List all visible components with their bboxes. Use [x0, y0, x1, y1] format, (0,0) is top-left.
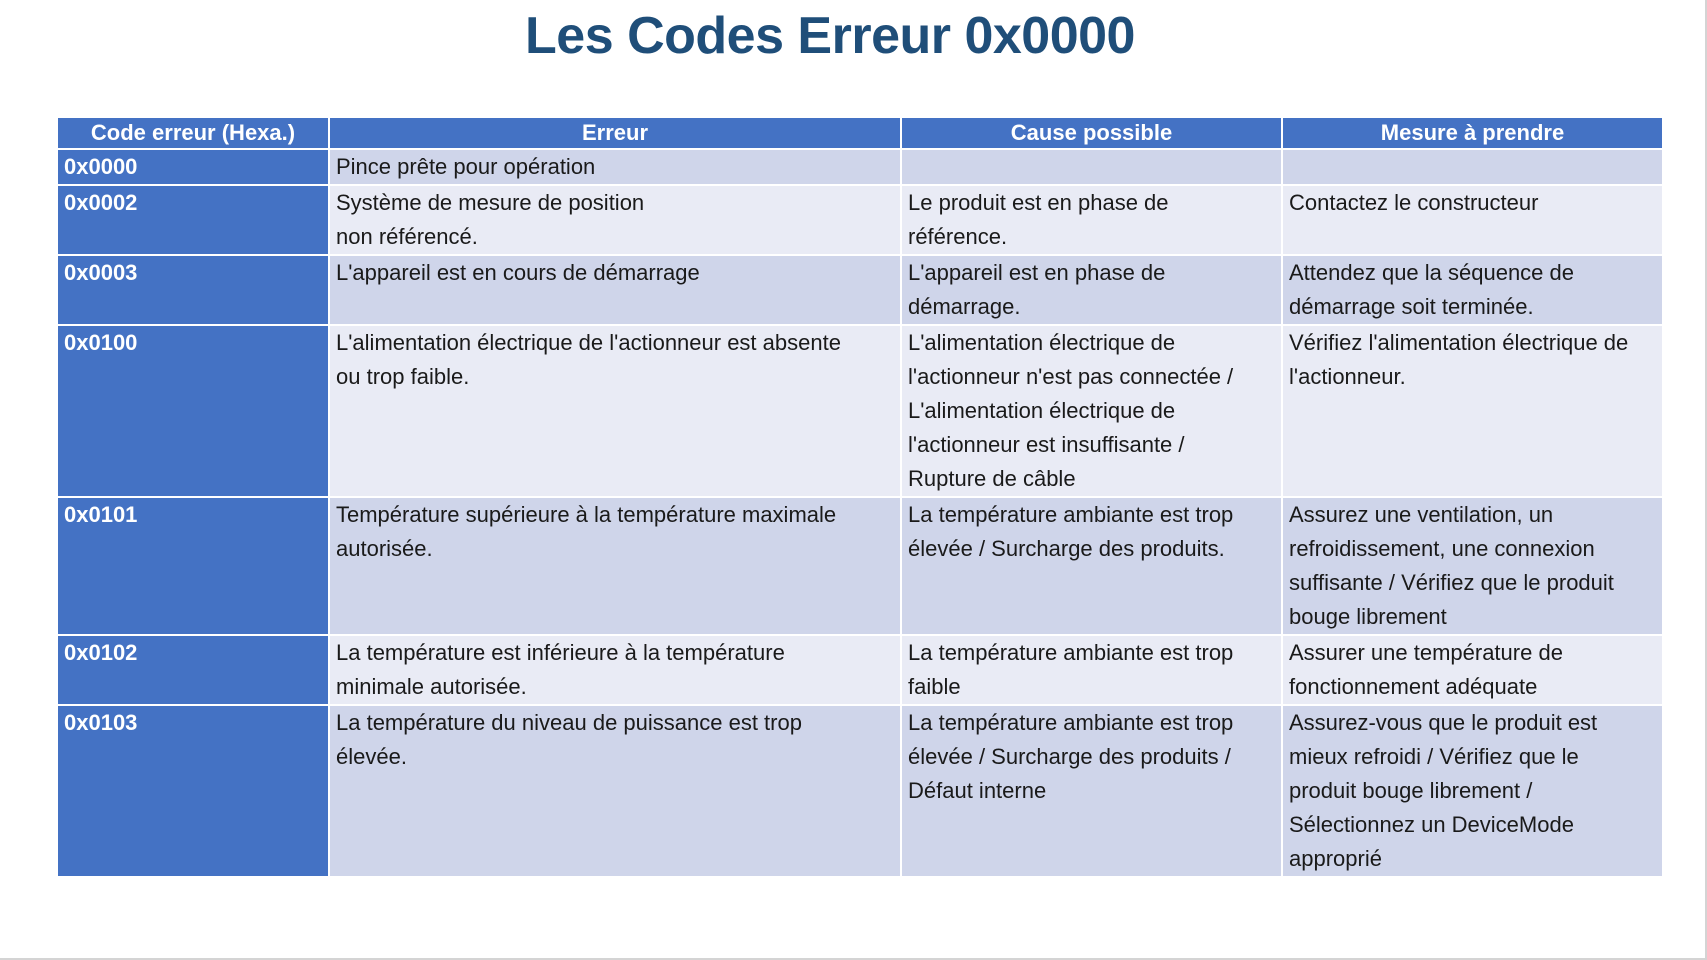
error-codes-table [56, 116, 1664, 878]
header-code: Code erreur (Hexa.) [57, 117, 329, 149]
table-row [57, 635, 1663, 705]
code-cell: 0x0101 [57, 497, 329, 635]
erreur-cell: Système de mesure de position non référencé. [329, 185, 901, 255]
erreur-cell: Température supérieure à la température maximale autorisée. [329, 497, 901, 635]
cause-cell: L'appareil est en phase de démarrage. [901, 255, 1282, 325]
mesure-cell: Attendez que la séquence de démarrage soit terminée. [1282, 255, 1663, 325]
header-cause: Cause possible [901, 117, 1282, 149]
mesure-cell: Contactez le constructeur [1282, 185, 1663, 255]
table-header-row [57, 117, 1663, 149]
code-cell: 0x0000 [57, 149, 329, 185]
header-mesure: Mesure à prendre [1282, 117, 1663, 149]
mesure-cell: Assurez-vous que le produit est mieux refroidi / Vérifiez que le produit bouge librement / Sélectionnez un DeviceMode approprié [1282, 705, 1663, 877]
erreur-cell: Pince prête pour opération [329, 149, 901, 185]
erreur-cell: L'alimentation électrique de l'actionneur est absente ou trop faible. [329, 325, 901, 497]
mesure-cell: Assurer une température de fonctionnement adéquate [1282, 635, 1663, 705]
table-row [57, 185, 1663, 255]
mesure-cell [1282, 149, 1663, 185]
cause-cell: Le produit est en phase de référence. [901, 185, 1282, 255]
mesure-cell: Vérifiez l'alimentation électrique de l'actionneur. [1282, 325, 1663, 497]
table-row [57, 325, 1663, 497]
cause-cell [901, 149, 1282, 185]
cause-cell: La température ambiante est trop élevée / Surcharge des produits. [901, 497, 1282, 635]
header-erreur: Erreur [329, 117, 901, 149]
erreur-cell: La température est inférieure à la température minimale autorisée. [329, 635, 901, 705]
page-title: Les Codes Erreur 0x0000 [525, 7, 1135, 65]
code-cell: 0x0002 [57, 185, 329, 255]
table-row [57, 255, 1663, 325]
table-row [57, 149, 1663, 185]
table-row [57, 497, 1663, 635]
cause-cell: La température ambiante est trop élevée / Surcharge des produits / Défaut interne [901, 705, 1282, 877]
erreur-cell: La température du niveau de puissance est trop élevée. [329, 705, 901, 877]
mesure-cell: Assurez une ventilation, un refroidissement, une connexion suffisante / Vérifiez que le produit bouge librement [1282, 497, 1663, 635]
cause-cell: L'alimentation électrique de l'actionneur n'est pas connectée / L'alimentation électrique de l'actionneur est insuffisante / Rupture de câble [901, 325, 1282, 497]
erreur-cell: L'appareil est en cours de démarrage [329, 255, 901, 325]
code-cell: 0x0100 [57, 325, 329, 497]
code-cell: 0x0102 [57, 635, 329, 705]
code-cell: 0x0003 [57, 255, 329, 325]
table-row [57, 705, 1663, 877]
code-cell: 0x0103 [57, 705, 329, 877]
cause-cell: La température ambiante est trop faible [901, 635, 1282, 705]
